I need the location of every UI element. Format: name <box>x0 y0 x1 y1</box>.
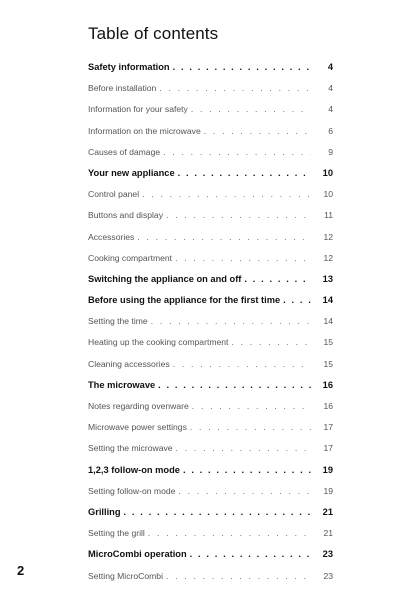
dot-leader <box>192 400 311 413</box>
toc-entry-label: 1,2,3 follow-on mode <box>88 464 180 475</box>
toc-entry-page: 6 <box>328 125 333 136</box>
toc-subsection-entry[interactable] <box>88 125 333 146</box>
toc-entry-label: Notes regarding ovenware <box>88 401 189 411</box>
toc-entry-page: 14 <box>322 295 333 306</box>
toc-entry-label: Your new appliance <box>88 167 175 178</box>
toc-subsection-entry[interactable] <box>88 252 333 273</box>
toc-entry-page: 16 <box>323 401 333 411</box>
toc-entry-label: MicroCombi operation <box>88 549 187 560</box>
toc-entry-label: Setting follow-on mode <box>88 485 176 496</box>
dot-leader <box>124 506 311 519</box>
toc-entry-label: Cleaning accessories <box>88 358 170 369</box>
toc-subsection-entry[interactable] <box>88 188 333 209</box>
toc-entry-label: Cooking compartment <box>88 252 173 263</box>
toc-subsection-entry[interactable] <box>88 315 333 336</box>
toc-entry-page: 15 <box>323 337 333 348</box>
toc-entry-page: 11 <box>324 210 333 221</box>
toc-section-entry[interactable] <box>88 506 333 527</box>
dot-leader <box>148 527 311 540</box>
toc-entry-label: Information for your safety <box>88 104 188 115</box>
toc-entry-label: Accessories <box>88 231 135 242</box>
toc-entry-page: 16 <box>322 379 333 390</box>
toc-section-entry[interactable] <box>88 294 333 315</box>
toc-subsection-entry[interactable] <box>88 485 333 506</box>
table-of-contents <box>88 61 333 591</box>
dot-leader <box>190 421 311 434</box>
toc-entry-label: Before using the appliance for the first time <box>88 295 281 306</box>
toc-subsection-entry[interactable] <box>88 231 333 252</box>
toc-entry-label: Setting the time <box>88 316 148 327</box>
dot-leader <box>176 442 311 455</box>
toc-subsection-entry[interactable] <box>88 336 333 357</box>
dot-leader <box>151 315 311 328</box>
page-title: Table of contents <box>88 24 219 43</box>
toc-subsection-entry[interactable] <box>88 527 333 548</box>
toc-subsection-entry[interactable] <box>88 146 333 167</box>
dot-leader <box>244 273 311 286</box>
toc-entry-page: 13 <box>322 273 333 284</box>
dot-leader <box>142 188 311 201</box>
toc-subsection-entry[interactable] <box>88 400 333 421</box>
dot-leader <box>173 358 311 371</box>
toc-subsection-entry[interactable] <box>88 570 333 591</box>
toc-entry-label: Information on the microwave <box>88 125 201 136</box>
dot-leader <box>178 167 311 180</box>
toc-entry-page: 19 <box>323 485 333 496</box>
toc-entry-page: 17 <box>323 422 333 433</box>
toc-section-entry[interactable] <box>88 61 333 82</box>
toc-entry-label: Buttons and display <box>88 210 164 221</box>
toc-entry-label: Switching the appliance on and off <box>88 273 242 284</box>
toc-entry-page: 9 <box>328 146 333 157</box>
dot-leader <box>183 464 311 477</box>
dot-leader <box>173 61 311 74</box>
toc-entry-page: 4 <box>328 83 333 94</box>
toc-section-entry[interactable] <box>88 379 333 400</box>
toc-subsection-entry[interactable] <box>88 442 333 463</box>
toc-entry-label: Before installation <box>88 83 157 94</box>
toc-entry-page: 10 <box>323 189 333 200</box>
toc-entry-page: 21 <box>322 506 333 517</box>
toc-entry-page: 10 <box>322 167 333 178</box>
toc-section-entry[interactable] <box>88 464 333 485</box>
toc-entry-page: 19 <box>322 464 333 475</box>
toc-entry-page: 4 <box>327 62 333 72</box>
toc-subsection-entry[interactable] <box>88 82 333 103</box>
dot-leader <box>175 252 311 265</box>
toc-entry-page: 21 <box>323 528 333 539</box>
dot-leader <box>158 379 311 392</box>
toc-entry-label: Safety information <box>88 62 170 72</box>
toc-subsection-entry[interactable] <box>88 103 333 124</box>
toc-entry-label: Heating up the cooking compartment <box>88 337 229 348</box>
toc-entry-page: 17 <box>323 443 333 454</box>
dot-leader <box>137 231 311 244</box>
toc-entry-page: 23 <box>322 549 333 560</box>
toc-entry-page: 14 <box>323 316 333 327</box>
toc-subsection-entry[interactable] <box>88 421 333 442</box>
toc-section-entry[interactable] <box>88 167 333 188</box>
dot-leader <box>166 570 311 583</box>
dot-leader <box>163 146 311 159</box>
toc-entry-page: 12 <box>323 252 333 263</box>
dot-leader <box>283 294 311 307</box>
toc-entry-page: 15 <box>323 358 333 369</box>
toc-entry-page: 12 <box>323 231 333 242</box>
toc-section-entry[interactable] <box>88 548 333 569</box>
toc-entry-label: Setting the microwave <box>88 443 173 454</box>
toc-subsection-entry[interactable] <box>88 209 333 230</box>
dot-leader <box>178 485 311 498</box>
page-number: 2 <box>17 563 25 578</box>
dot-leader <box>191 103 311 116</box>
toc-entry-label: Microwave power settings <box>88 422 187 433</box>
dot-leader <box>166 209 311 222</box>
toc-entry-page: 4 <box>328 104 333 115</box>
dot-leader <box>159 82 311 95</box>
toc-entry-label: Setting the grill <box>88 528 145 539</box>
dot-leader <box>190 548 311 561</box>
dot-leader <box>204 125 311 138</box>
toc-entry-label: Causes of damage <box>88 146 161 157</box>
dot-leader <box>231 336 311 349</box>
toc-entry-label: Control panel <box>88 189 140 200</box>
toc-subsection-entry[interactable] <box>88 358 333 379</box>
toc-entry-page: 23 <box>323 570 333 581</box>
toc-entry-label: The microwave <box>88 379 156 390</box>
toc-section-entry[interactable] <box>88 273 333 294</box>
toc-entry-label: Setting MicroCombi <box>88 570 163 581</box>
toc-entry-label: Grilling <box>88 506 121 517</box>
